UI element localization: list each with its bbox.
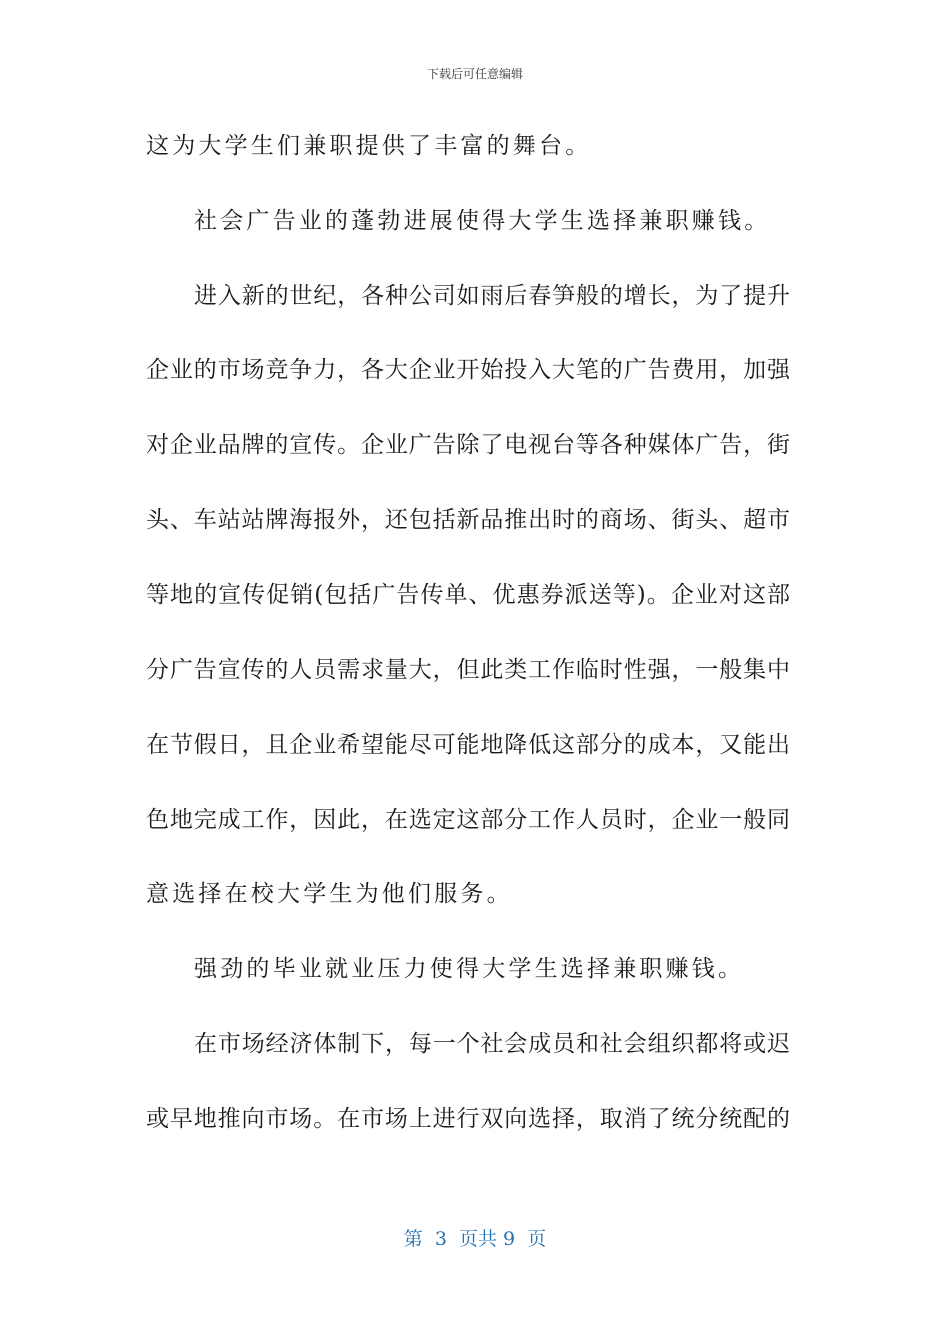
body-line: 意选择在校大学生为他们服务。 <box>146 881 513 907</box>
body-line: 或早地推向市场。在市场上进行双向选择，取消了统分统配的 <box>146 1106 790 1132</box>
body-line: 分广告宣传的人员需求量大，但此类工作临时性强，一般集中 <box>146 657 790 683</box>
body-line: 头、车站站牌海报外，还包括新品推出时的商场、街头、超市 <box>146 507 790 533</box>
body-line: 色地完成工作，因此，在选定这部分工作人员时，企业一般同 <box>146 807 790 833</box>
body-line: 在节假日，且企业希望能尽可能地降低这部分的成本，又能出 <box>146 732 790 758</box>
page-number-footer: 第 3 页共 9 页 <box>403 1228 547 1250</box>
body-line: 对企业品牌的宣传。企业广告除了电视台等各种媒体广告，街 <box>146 432 790 458</box>
body-line: 等地的宣传促销(包括广告传单、优惠券派送等)。企业对这部 <box>146 582 790 608</box>
body-line: 进入新的世纪，各种公司如雨后春笋般的增长，为了提升 <box>194 283 790 309</box>
body-line: 企业的市场竞争力，各大企业开始投入大笔的广告费用，加强 <box>146 357 790 383</box>
page-header: 下载后可任意编辑 <box>426 67 523 81</box>
body-line: 这为大学生们兼职提供了丰富的舞台。 <box>146 133 592 159</box>
body-line: 在市场经济体制下，每一个社会成员和社会组织都将或迟 <box>194 1031 790 1057</box>
section-heading-line: 强劲的毕业就业压力使得大学生选择兼职赚钱。 <box>194 956 745 982</box>
section-heading-line: 社会广告业的蓬勃进展使得大学生选择兼职赚钱。 <box>194 208 771 234</box>
